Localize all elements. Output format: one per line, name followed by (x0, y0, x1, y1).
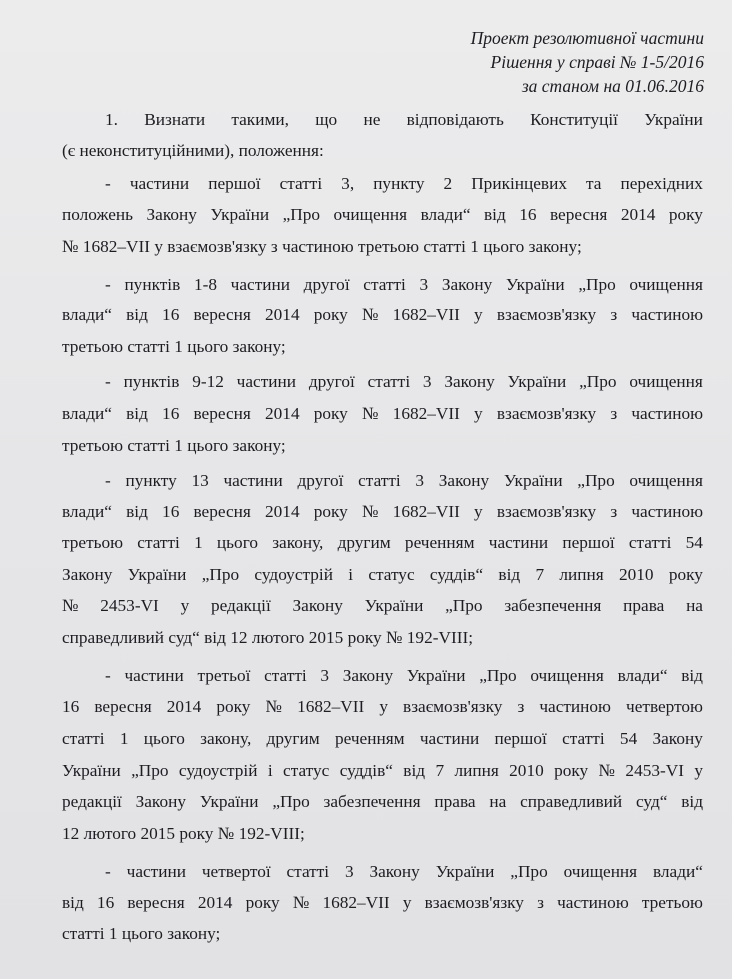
text-line: статті 1 цього закону; (62, 924, 221, 943)
text-line: редакції Закону України „Про забезпечення права на справедливий суд“ від (62, 792, 703, 811)
text-line: від 16 вересня 2014 року № 1682–VII у взаємозв'язку з частиною третьою (62, 893, 703, 912)
text-line: - частини третьої статті 3 Закону України „Про очищення влади“ від (105, 666, 703, 685)
header-case-number: Рішення у справі № 1-5/2016 (490, 52, 704, 72)
text-line: 1. Визнати такими, що не відповідають Конституції України (105, 110, 703, 129)
text-line: України „Про судоустрій і статус суддів“ від 7 липня 2010 року № 2453-VI у (62, 761, 703, 780)
text-line: статті 1 цього закону, другим реченням частини першої статті 54 Закону (62, 729, 703, 748)
text-line: положень Закону України „Про очищення влади“ від 16 вересня 2014 року (62, 205, 703, 224)
text-line: третьою статті 1 цього закону; (62, 337, 286, 356)
header-date: за станом на 01.06.2016 (521, 76, 704, 96)
document-header (471, 26, 704, 98)
text-line: 16 вересня 2014 року № 1682–VII у взаємозв'язку з частиною четвертою (62, 697, 703, 716)
text-line: № 2453-VI у редакції Закону України „Про забезпечення права на (62, 596, 703, 615)
text-line: 12 лютого 2015 року № 192-VIII; (62, 824, 305, 843)
text-line: справедливий суд“ від 12 лютого 2015 року № 192-VIII; (62, 628, 474, 647)
text-line: - пункту 13 частини другої статті 3 Закону України „Про очищення (105, 471, 703, 490)
text-line: влади“ від 16 вересня 2014 року № 1682–VII у взаємозв'язку з частиною (62, 404, 703, 423)
header-title: Проект резолютивної частини (470, 28, 704, 48)
text-line: - частини першої статті 3, пункту 2 Прикінцевих та перехідних (105, 174, 703, 193)
text-line: - частини четвертої статті 3 Закону України „Про очищення влади“ (105, 862, 703, 881)
text-line: - пунктів 9-12 частини другої статті 3 Закону України „Про очищення (105, 372, 703, 391)
text-line: (є неконституційними), положення: (62, 141, 324, 160)
text-line: влади“ від 16 вересня 2014 року № 1682–VII у взаємозв'язку з частиною (62, 305, 703, 324)
text-line: третьою статті 1 цього закону; (62, 436, 286, 455)
text-line: третьою статті 1 цього закону, другим реченням частини першої статті 54 (62, 533, 703, 552)
text-line: № 1682–VII у взаємозв'язку з частиною третьою статті 1 цього закону; (62, 237, 582, 256)
text-line: Закону України „Про судоустрій і статус суддів“ від 7 липня 2010 року (62, 565, 703, 584)
text-line: - пунктів 1-8 частини другої статті 3 Закону України „Про очищення (105, 275, 703, 294)
text-line: влади“ від 16 вересня 2014 року № 1682–VII у взаємозв'язку з частиною (62, 502, 703, 521)
